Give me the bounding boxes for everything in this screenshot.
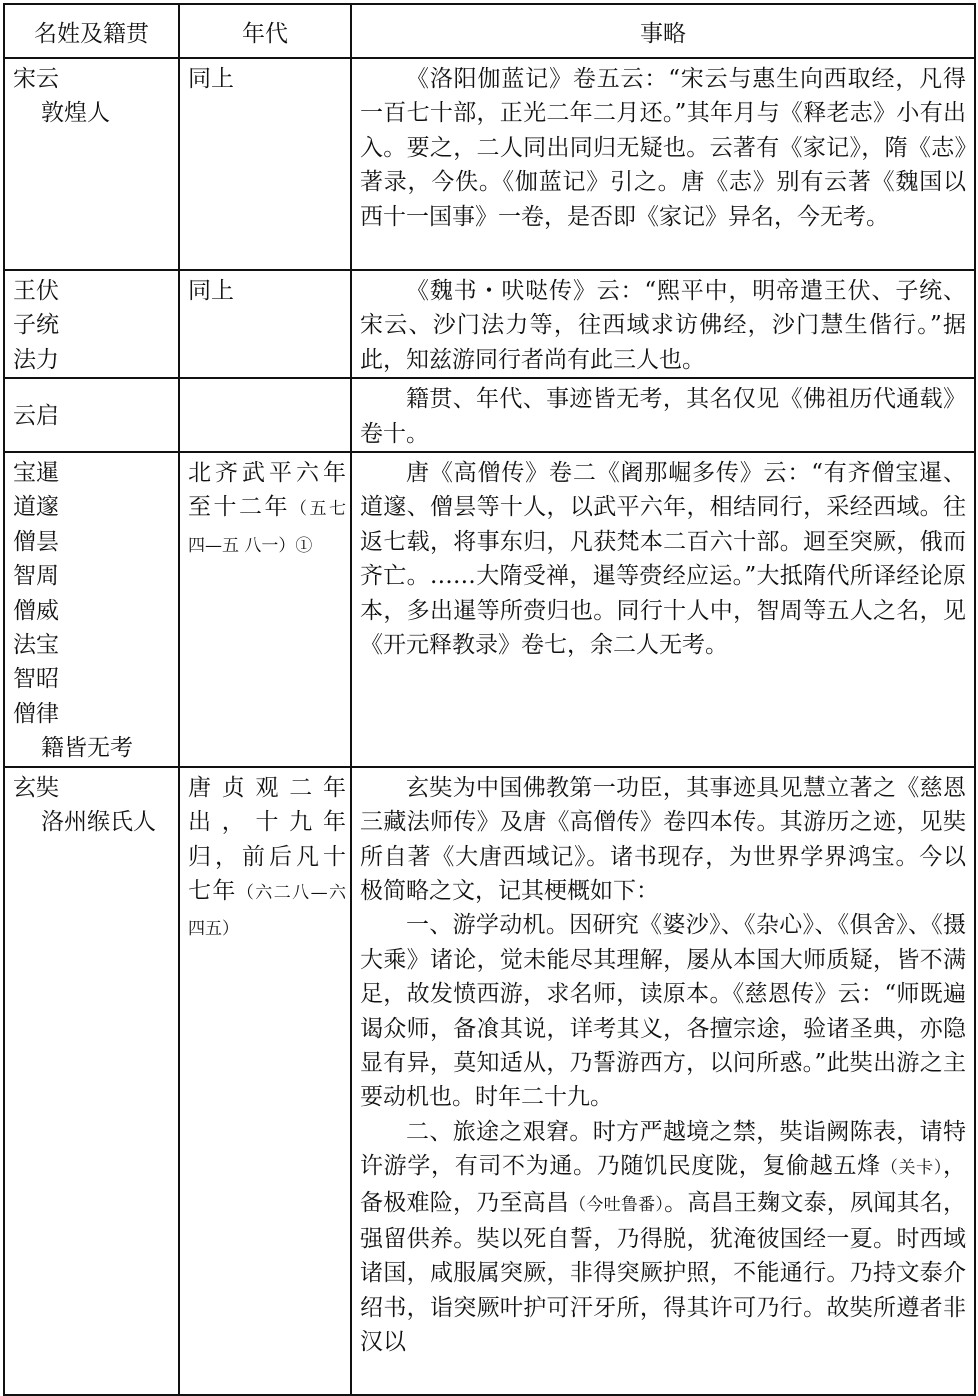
header-era: 年代 [179,4,351,58]
person-name: 云启 [13,403,59,430]
person-name: 宋云 [13,66,59,92]
person-name: 宝暹 [13,460,59,487]
summary-paragraph: 《魏书・吠哒传》云：“熙平中，明帝遣王伏、子统、宋云、沙门法力等，往西域求访佛经，沙门慧生偕行。”据此，知兹游同行者尚有此三人也。 [360,278,966,373]
person-origin: 敦煌人 [41,100,110,127]
summary-cell [351,767,975,1395]
record-table [3,3,976,1396]
era-years: （五七 四—五 八一）① [188,499,346,556]
summary-cell [351,378,975,452]
inline-note: （关卡） [880,1158,944,1179]
era-years: （六二八—六四五） [188,882,347,940]
table-row [4,378,975,452]
table-row [4,767,975,1395]
text-run: 。高昌王麹文泰，夙闻其名，强留供养。奘以死自誓，乃得脱，犹淹彼国经一夏。时西域诸国，咸服属突厥，非得突厥护照，不能通行。乃持文泰介绍书，诣突厥叶护可汗牙所，得其许可乃行。故奘所遵者非汉以 [360,1189,967,1356]
era-cell [179,767,351,1395]
summary-paragraph: 玄奘为中国佛教第一功臣，其事迹具见慧立著之《慈恩三藏法师传》及唐《高僧传》卷四本传。其游历之迹，见奘所自著《大唐西域记》。诸书现存，为世界学界鸿宝。今以极简略之文，记其梗概如下： [360,774,966,904]
person-cell [4,378,179,452]
summary-paragraph: 唐《高僧传》卷二《阇那崛多传》云：“有齐僧宝暹、道邃、僧昙等十人，以武平六年，相结同行，采经西域。往返七载，将事东归，凡获梵本二百六十部。迴至突厥，俄而齐亡。……大隋受禅，暹等赍经应运。”大抵隋代所译经论原本，多出暹等所赍归也。同行十人中，智周等五人之名，见《开元释教录》卷七，余二人无考。 [360,460,966,659]
text-run: ，备极难险，乃至高昌 [360,1153,967,1216]
era-text: 北齐武平六年至十二年 [188,460,346,521]
text-run: 二、旅途之艰窘。时方严越境之禁，奘诣阙陈表，请特许游学，有司不为通。乃随饥民度陇，复偷越五烽 [360,1118,966,1180]
person-cell [4,58,179,270]
table-row [4,58,975,270]
summary-paragraph: 一、游学动机。因研究《婆沙》、《杂心》、《俱舍》、《摄大乘》诸论，觉未能尽其理解，屡从本国大师质疑，皆不满足，故发愤西游，求名师，读原本。《慈恩传》云：“师既遍谒众师，备飡其说，详考其义，各擅宗途，验诸圣典，亦隐显有异，莫知适从，乃誓游西方，以问所惑。”此奘出游之主要动机也。时年二十九。 [360,912,966,1111]
person-name: 王伏 [13,278,59,304]
person-name: 子统 [13,312,59,339]
summary-cell [351,452,975,767]
summary-cell [351,270,975,378]
person-origin: 籍皆无考 [41,735,133,762]
header-name-origin: 名姓及籍贯 [4,4,179,58]
person-name: 法力 [13,346,59,373]
era-cell [179,452,351,767]
person-cell [4,270,179,378]
header-summary: 事略 [351,4,975,58]
summary-paragraph: 籍贯、年代、事迹皆无考，其名仅见《佛祖历代通载》卷十。 [360,386,966,447]
era-cell: 同上 [179,58,351,270]
table-row [4,270,975,378]
table-row [4,452,975,767]
era-text: 唐贞观二年出，十九年归，前后凡十七年 [188,774,346,904]
summary-cell [351,58,975,270]
person-name: 玄奘 [13,774,59,801]
person-name: 僧昙 [13,528,59,555]
person-name: 僧威 [13,597,59,624]
person-name: 僧律 [13,700,59,727]
summary-paragraph [360,1115,966,1360]
era-cell [179,378,351,452]
person-name: 智周 [13,563,59,590]
era-cell: 同上 [179,270,351,378]
summary-paragraph: 《洛阳伽蓝记》卷五云：“宋云与惠生向西取经，凡得一百七十部，正光二年二月还。”其年月与《释老志》小有出入。要之，二人同出同归无疑也。云著有《家记》，隋《志》著录，今佚。《伽蓝记》引之。唐《志》别有云著《魏国以西十一国事》一卷，是否即《家记》异名，今无考。 [360,66,966,230]
person-name: 法宝 [13,632,59,659]
inline-note: （今吐鲁番） [569,1194,665,1215]
person-cell [4,452,179,767]
person-name: 智昭 [13,666,59,693]
person-origin: 洛州缑氏人 [41,809,156,836]
person-name: 道邃 [13,494,59,521]
header-row [4,4,975,58]
person-cell [4,767,179,1395]
